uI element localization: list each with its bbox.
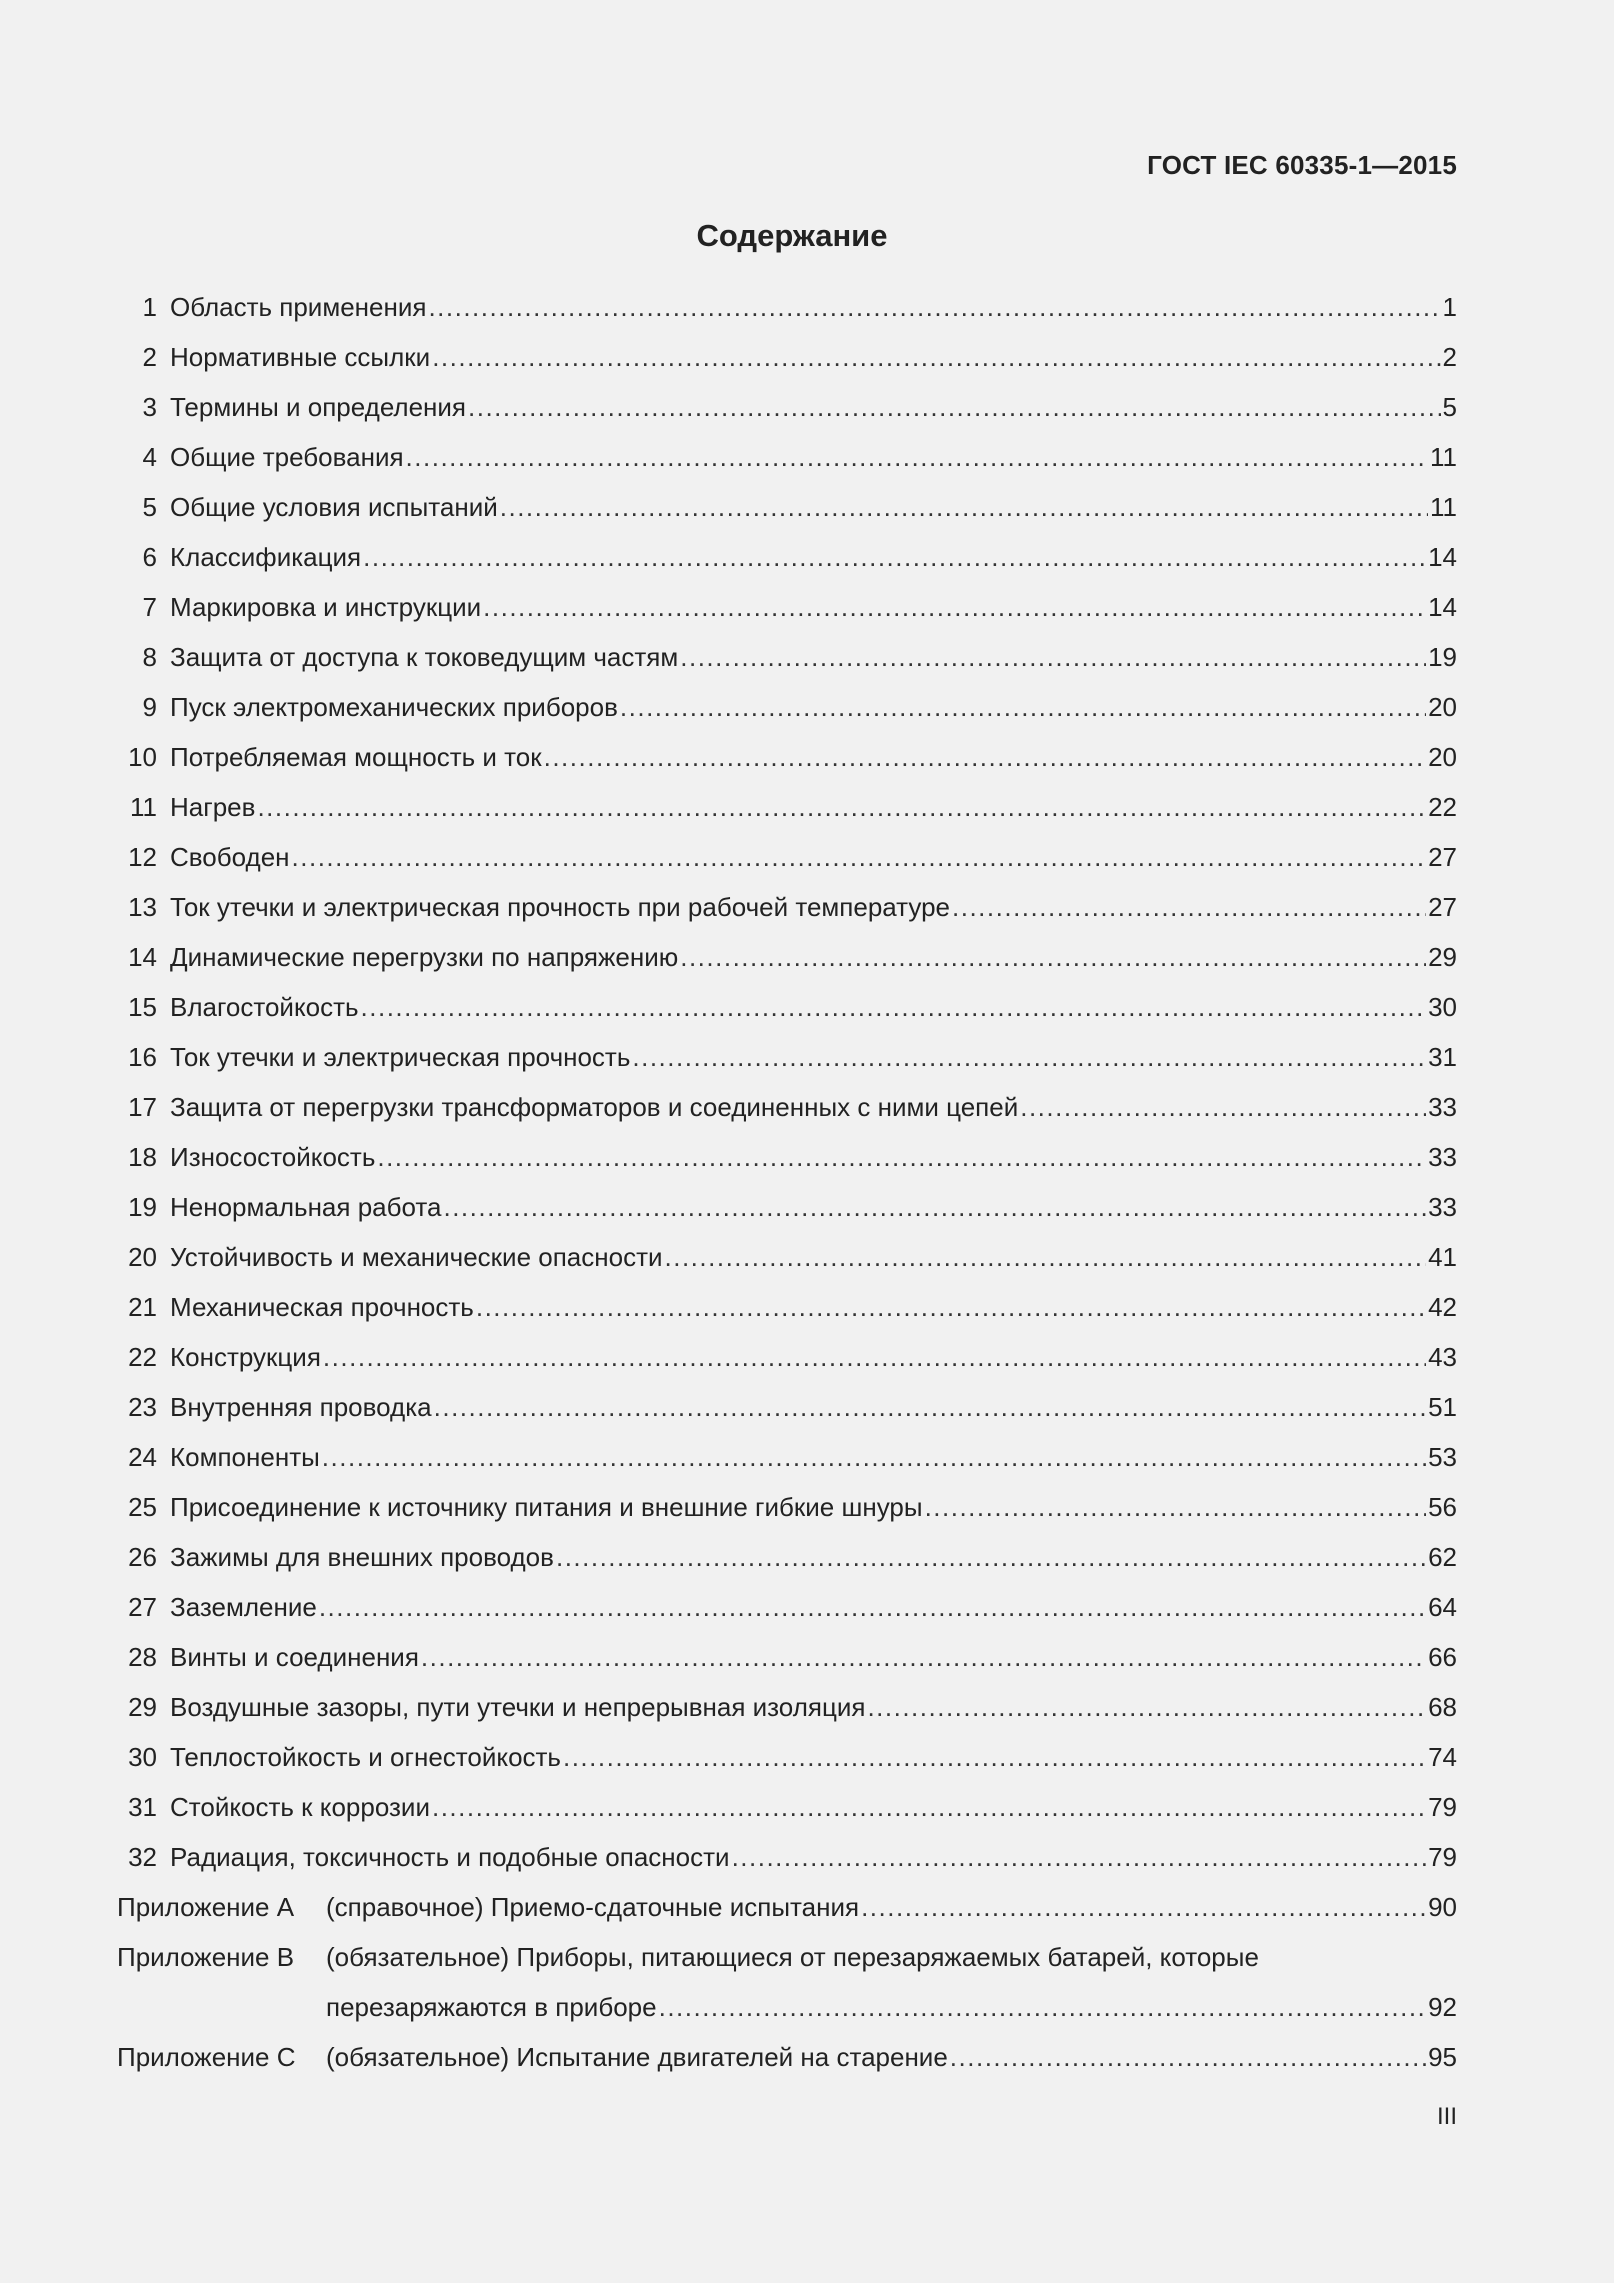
appendix-title: (обязательное) Приборы, питающиеся от перезаряжаемых батарей, которые: [326, 1942, 1259, 1972]
section-page: 2: [1442, 342, 1457, 372]
section-page: 43: [1428, 1342, 1457, 1372]
toc-entry[interactable]: [117, 1632, 1457, 1682]
section-number: 8: [142, 642, 157, 672]
section-number: 18: [128, 1142, 157, 1172]
section-page: 20: [1428, 692, 1457, 722]
toc-entry[interactable]: [117, 332, 1457, 382]
toc-entry[interactable]: [117, 1082, 1457, 1132]
toc-entry[interactable]: [117, 282, 1457, 332]
table-of-contents: [117, 282, 1457, 2082]
section-title: Маркировка и инструкции: [170, 592, 482, 622]
section-title: Свободен: [170, 842, 290, 872]
appendix-label: Приложение С: [117, 2042, 296, 2072]
leader-dots: [476, 1282, 1426, 1332]
toc-appendix-b[interactable]: [117, 1932, 1457, 1982]
section-number: 20: [128, 1242, 157, 1272]
toc-entry[interactable]: [117, 882, 1457, 932]
section-page: 33: [1428, 1192, 1457, 1222]
leader-dots: [952, 882, 1426, 932]
leader-dots: [319, 1582, 1426, 1632]
section-page: 41: [1428, 1242, 1457, 1272]
section-page: 31: [1428, 1042, 1457, 1072]
section-page: 68: [1428, 1692, 1457, 1722]
toc-entry[interactable]: [117, 1032, 1457, 1082]
toc-appendix-c[interactable]: [117, 2032, 1457, 2082]
leader-dots: [925, 1482, 1427, 1532]
toc-entry[interactable]: [117, 1232, 1457, 1282]
section-number: 6: [142, 542, 157, 572]
section-page: 62: [1428, 1542, 1457, 1572]
appendix-label: Приложение В: [117, 1942, 295, 1972]
leader-dots: [406, 432, 1428, 482]
section-title: Защита от перегрузки трансформаторов и соединенных с ними цепей: [170, 1092, 1019, 1122]
section-page: 1: [1442, 292, 1457, 322]
section-number: 19: [128, 1192, 157, 1222]
section-page: 27: [1428, 842, 1457, 872]
leader-dots: [867, 1682, 1426, 1732]
section-title: Потребляемая мощность и ток: [170, 742, 542, 772]
leader-dots: [732, 1832, 1427, 1882]
leader-dots: [665, 1232, 1427, 1282]
section-page: 14: [1428, 592, 1457, 622]
leader-dots: [292, 832, 1427, 882]
appendix-page: 95: [1428, 2042, 1457, 2072]
document-code: ГОСТ IEC 60335-1—2015: [1147, 150, 1457, 180]
leader-dots: [500, 482, 1428, 532]
leader-dots: [432, 332, 1440, 382]
toc-entry[interactable]: [117, 532, 1457, 582]
toc-entry[interactable]: [117, 1832, 1457, 1882]
section-number: 32: [128, 1842, 157, 1872]
section-title: Конструкция: [170, 1342, 321, 1372]
section-number: 2: [142, 342, 157, 372]
section-number: 28: [128, 1642, 157, 1672]
toc-entry[interactable]: [117, 1132, 1457, 1182]
section-title: Зажимы для внешних проводов: [170, 1542, 554, 1572]
section-title: Механическая прочность: [170, 1292, 474, 1322]
section-number: 7: [142, 592, 157, 622]
section-number: 23: [128, 1392, 157, 1422]
leader-dots: [363, 532, 1426, 582]
section-number: 24: [128, 1442, 157, 1472]
section-title: Общие требования: [170, 442, 404, 472]
section-number: 17: [128, 1092, 157, 1122]
leader-dots: [483, 582, 1426, 632]
section-title: Пуск электромеханических приборов: [170, 692, 618, 722]
section-title: Ток утечки и электрическая прочность при рабочей температуре: [170, 892, 951, 922]
section-page: 29: [1428, 942, 1457, 972]
section-title: Влагостойкость: [170, 992, 359, 1022]
toc-entry[interactable]: [117, 782, 1457, 832]
toc-entry[interactable]: [117, 932, 1457, 982]
section-number: 1: [142, 292, 157, 322]
section-page: 53: [1428, 1442, 1457, 1472]
leader-dots: [257, 782, 1426, 832]
section-number: 4: [142, 442, 157, 472]
leader-dots: [1020, 1082, 1426, 1132]
section-title: Термины и определения: [170, 392, 467, 422]
toc-entry[interactable]: [117, 1282, 1457, 1332]
section-page: 42: [1428, 1292, 1457, 1322]
toc-entry[interactable]: [117, 582, 1457, 632]
section-title: Нагрев: [170, 792, 256, 822]
leader-dots: [620, 682, 1426, 732]
section-number: 29: [128, 1692, 157, 1722]
section-number: 9: [142, 692, 157, 722]
section-title: Стойкость к коррозии: [170, 1792, 430, 1822]
toc-entry[interactable]: [117, 832, 1457, 882]
section-title: Нормативные ссылки: [170, 342, 431, 372]
section-title: Ненормальная работа: [170, 1192, 442, 1222]
toc-entry[interactable]: [117, 982, 1457, 1032]
toc-entry[interactable]: [117, 1582, 1457, 1632]
toc-appendix-a[interactable]: [117, 1882, 1457, 1932]
section-page: 20: [1428, 742, 1457, 772]
section-number: 25: [128, 1492, 157, 1522]
toc-entry[interactable]: [117, 1382, 1457, 1432]
toc-entry[interactable]: [117, 1682, 1457, 1732]
section-number: 26: [128, 1542, 157, 1572]
section-number: 12: [128, 842, 157, 872]
appendix-title-continuation: перезаряжаются в приборе: [326, 1992, 657, 2022]
leader-dots: [443, 1182, 1426, 1232]
appendix-page: 90: [1428, 1892, 1457, 1922]
appendix-title: (справочное) Приемо-сдаточные испытания: [326, 1892, 860, 1922]
section-page: 5: [1442, 392, 1457, 422]
toc-appendix-b-continuation[interactable]: [117, 1982, 1457, 2032]
section-page: 33: [1428, 1142, 1457, 1172]
leader-dots: [556, 1532, 1426, 1582]
appendix-page: 92: [1428, 1992, 1457, 2022]
section-number: 3: [142, 392, 157, 422]
section-number: 31: [128, 1792, 157, 1822]
section-title: Защита от доступа к токоведущим частям: [170, 642, 679, 672]
section-page: 11: [1430, 492, 1457, 522]
section-title: Устойчивость и механические опасности: [170, 1242, 663, 1272]
section-page: 79: [1428, 1842, 1457, 1872]
section-page: 51: [1428, 1392, 1457, 1422]
leader-dots: [323, 1332, 1426, 1382]
section-number: 15: [128, 992, 157, 1022]
section-page: 14: [1428, 542, 1457, 572]
section-page: 64: [1428, 1592, 1457, 1622]
section-title: Присоединение к источнику питания и внешние гибкие шнуры: [170, 1492, 923, 1522]
toc-entry[interactable]: [117, 382, 1457, 432]
leader-dots: [563, 1732, 1426, 1782]
leader-dots: [434, 1382, 1426, 1432]
leader-dots: [950, 2032, 1426, 2082]
section-page: 27: [1428, 892, 1457, 922]
toc-entry[interactable]: [117, 482, 1457, 532]
section-page: 79: [1428, 1792, 1457, 1822]
section-number: 22: [128, 1342, 157, 1372]
section-page: 19: [1428, 642, 1457, 672]
section-page: 66: [1428, 1642, 1457, 1672]
section-number: 5: [142, 492, 157, 522]
section-number: 11: [130, 792, 157, 822]
toc-entry[interactable]: [117, 1432, 1457, 1482]
section-title: Внутренняя проводка: [170, 1392, 432, 1422]
leader-dots: [432, 1782, 1426, 1832]
leader-dots: [659, 1982, 1426, 2032]
toc-entry[interactable]: [117, 1782, 1457, 1832]
leader-dots: [468, 382, 1441, 432]
leader-dots: [680, 632, 1426, 682]
section-title: Область применения: [170, 292, 427, 322]
leader-dots: [632, 1032, 1426, 1082]
section-number: 13: [128, 892, 157, 922]
leader-dots: [322, 1432, 1426, 1482]
page-number: III: [1436, 2103, 1457, 2130]
section-page: 33: [1428, 1092, 1457, 1122]
section-title: Воздушные зазоры, пути утечки и непрерывная изоляция: [170, 1692, 866, 1722]
section-title: Общие условия испытаний: [170, 492, 498, 522]
section-title: Динамические перегрузки по напряжению: [170, 942, 679, 972]
toc-entry[interactable]: [117, 682, 1457, 732]
section-title: Заземление: [170, 1592, 317, 1622]
toc-entry[interactable]: [117, 732, 1457, 782]
toc-entry[interactable]: [117, 1732, 1457, 1782]
appendix-title: (обязательное) Испытание двигателей на старение: [326, 2042, 948, 2072]
section-number: 14: [128, 942, 157, 972]
section-number: 16: [128, 1042, 157, 1072]
leader-dots: [428, 282, 1440, 332]
section-page: 74: [1428, 1742, 1457, 1772]
section-title: Ток утечки и электрическая прочность: [170, 1042, 631, 1072]
section-title: Классификация: [170, 542, 362, 572]
section-page: 30: [1428, 992, 1457, 1022]
toc-entry[interactable]: [117, 432, 1457, 482]
section-title: Радиация, токсичность и подобные опасности: [170, 1842, 730, 1872]
toc-entry[interactable]: [117, 1482, 1457, 1532]
leader-dots: [361, 982, 1427, 1032]
section-page: 11: [1430, 442, 1457, 472]
section-title: Теплостойкость и огнестойкость: [170, 1742, 561, 1772]
leader-dots: [421, 1632, 1426, 1682]
section-number: 30: [128, 1742, 157, 1772]
appendix-label: Приложение А: [117, 1892, 295, 1922]
section-title: Износостойкость: [170, 1142, 376, 1172]
leader-dots: [680, 932, 1426, 982]
toc-entry[interactable]: [117, 1332, 1457, 1382]
leader-dots: [861, 1882, 1426, 1932]
section-title: Компоненты: [170, 1442, 320, 1472]
toc-entry[interactable]: [117, 632, 1457, 682]
toc-entry[interactable]: [117, 1532, 1457, 1582]
section-page: 22: [1428, 792, 1457, 822]
leader-dots: [377, 1132, 1426, 1182]
section-title: Винты и соединения: [170, 1642, 419, 1672]
section-number: 27: [128, 1592, 157, 1622]
section-number: 21: [128, 1292, 157, 1322]
section-number: 10: [128, 742, 157, 772]
toc-entry[interactable]: [117, 1182, 1457, 1232]
section-page: 56: [1428, 1492, 1457, 1522]
leader-dots: [544, 732, 1426, 782]
toc-title: Содержание: [696, 218, 888, 253]
